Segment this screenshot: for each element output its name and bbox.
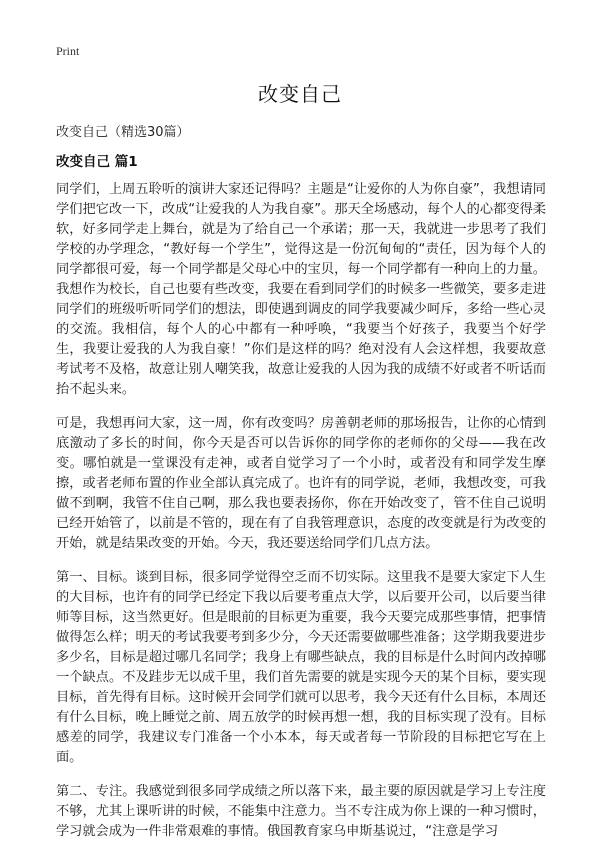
- print-link[interactable]: Print: [56, 44, 80, 58]
- paragraph-1: 同学们，上周五聆听的演讲大家还记得吗？主题是“让爱你的人为你自豪”，我想请同学们把它改一下，改成“让爱我的人为我自豪”。那天全场感动，每个人的心都变得柔软，好多同学走上舞台，就是为了给自己一个承诺；那一天，我就进一步思考了我们学校的办学理念，“教好每一个学生”，觉得这是一份沉甸甸的“责任，因为每个人的同学都很可爱，每一个同学都是父母心中的宝贝，每一个同学都有一种向上的力量。我想作为校长，自己也要有些改变，我要在看到同学们的时候多一些微笑，要多走进同学们的班级听听同学们的想法，即使遇到调皮的同学我要减少呵斥，多给一些心灵的交流。我相信，每个人的心中都有一种呼唤，“我要当个好孩子，我要当个好学生，我要让爱我的人为我自豪！”你们是这样的吗？绝对没有人会这样想，我要故意考试考不及格，故意让别人嘲笑我，故意让爱我的人因为我的成绩不好或者不听话而抬不起头来。: [56, 182, 546, 397]
- section-heading: 改变自己 篇1: [56, 154, 138, 170]
- paragraph-3: 第一、目标。谈到目标，很多同学觉得空乏而不切实际。这里我不是要大家定下人生的大目标，也许有的同学已经定下我以后要考重点大学，以后要开公司，以后要当律师等目标，这当然更好。但是眼前的目标更为重要，我今天要完成那些事情，把事情做得怎么样；明天的考试我要考到多少分，今天还需要做哪些准备；这学期我要进步多少名，目标是超过哪几名同学；我身上有哪些缺点，我的目标是什么时间内改掉哪一个缺点。不及跬步无以成千里，我们首先需要的就是实现今天的某个目标，要实现目标，首先得有目标。这时候开会同学们就可以思考，我今天还有什么目标，本周还有什么目标，晚上睡觉之前、周五放学的时候再想一想，我的目标实现了没有。目标感差的同学，我建议专门准备一个小本本，每天或者每一节阶段的目标把它写在上面。: [56, 570, 546, 765]
- article-body: [56, 180, 546, 856]
- page-title: 改变自己: [258, 82, 342, 106]
- paragraph-2: 可是，我想再问大家，这一周，你有改变吗？房善朝老师的那场报告，让你的心情到底激动了多长的时间，你今天是否可以告诉你的同学你的老师你的父母——我在改变。哪怕就是一堂课没有走神，或者自觉学习了一个小时，或者没有和同学发生摩擦，或者老师布置的作业全部认真完成了。也许有的同学说，老师，我想改变，可我做不到啊，我管不住自己啊，那么我也要表扬你，你在开始改变了，管不住自己说明已经开始管了，以前是不管的，现在有了自我管理意识，态度的改变就是行为改变的开始，就是结果改变的开始。今天，我还要送给同学们几点方法。: [56, 416, 546, 551]
- paragraph-4: 第二、专注。我感觉到很多同学成绩之所以落下来，最主要的原因就是学习上专注度不够，尤其上课听讲的时候，不能集中注意力。当不专注成为你上课的一种习惯时，学习就会成为一件非常艰难的事情。俄国教育家乌申斯基说过，“注意是学习: [56, 784, 546, 839]
- document-subtitle: 改变自己（精选30篇）: [56, 125, 190, 140]
